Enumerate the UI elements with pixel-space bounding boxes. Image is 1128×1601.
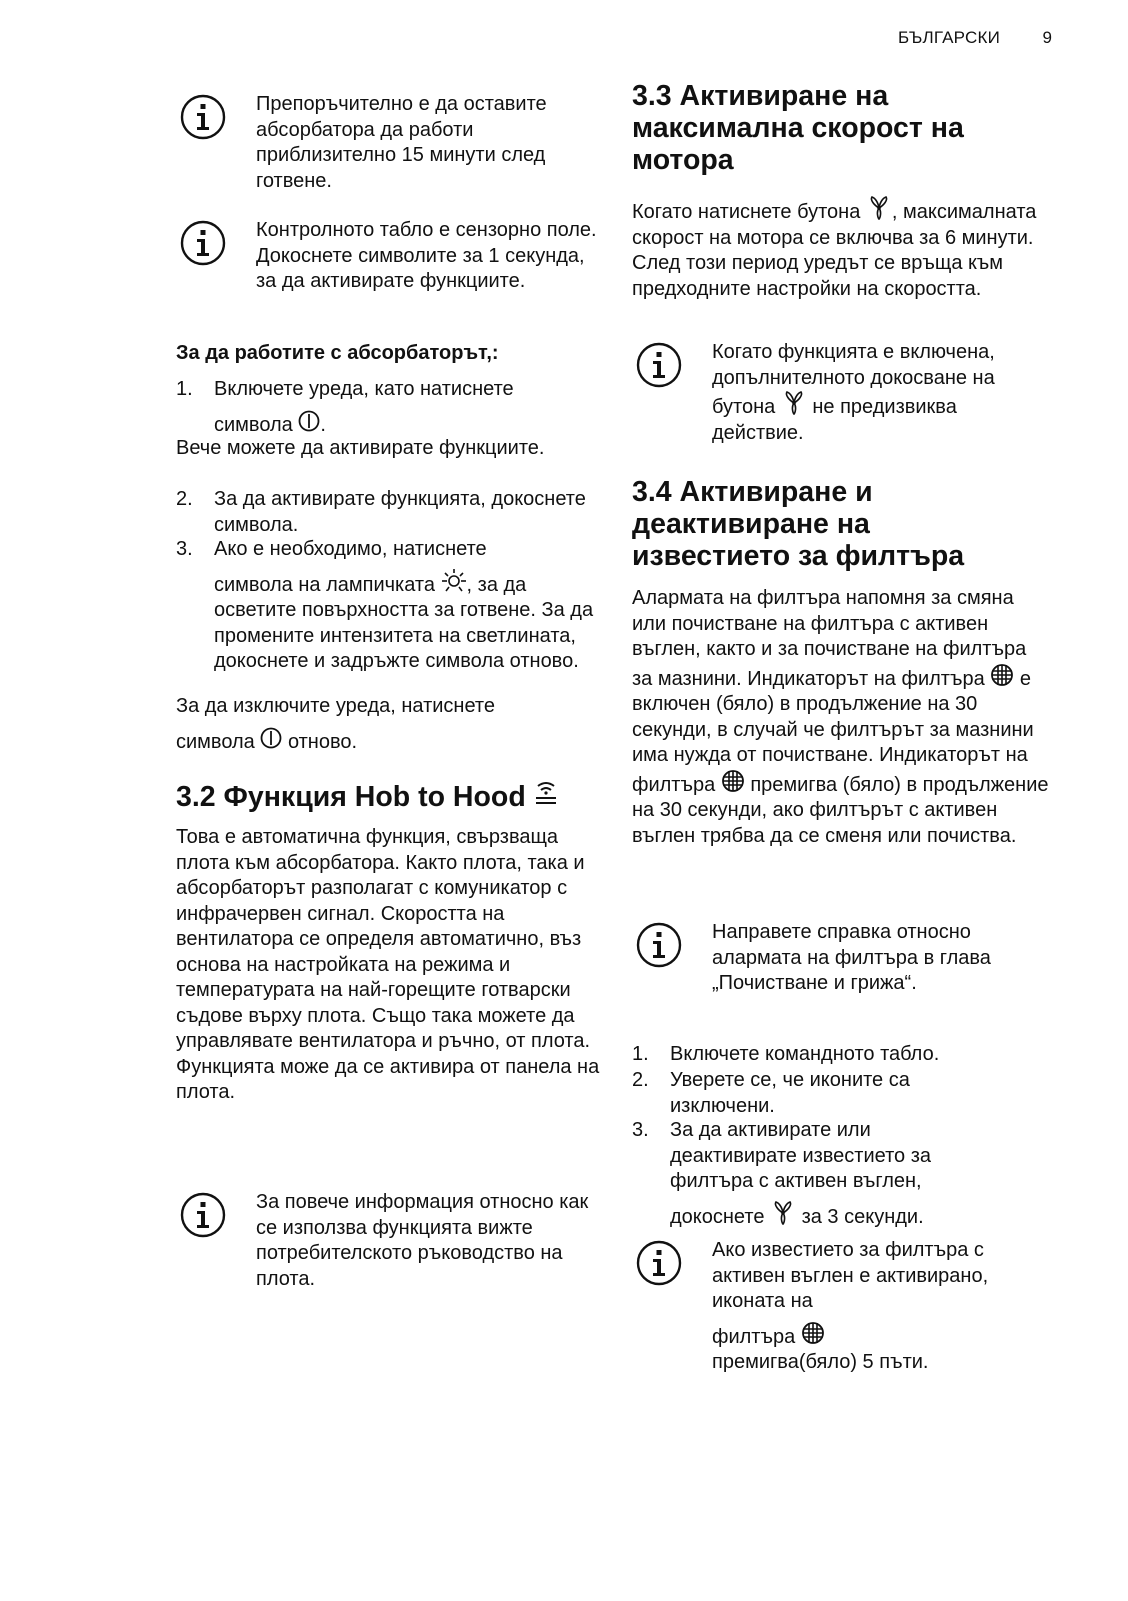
paragraph-text: За да изключите уреда, натиснете	[176, 695, 495, 717]
note-text: Препоръчително е да оставите абсорбатора да работи приблизително 15 минути след готвене.	[256, 93, 547, 192]
info-icon	[636, 922, 682, 968]
info-icon	[180, 1192, 226, 1238]
list-number: 3.	[176, 538, 193, 560]
step-text: докоснете	[670, 1205, 765, 1228]
filter-icon	[990, 663, 1014, 687]
paragraph-text: Алармата на филтъра напомня за смяна или почистване на филтъра с активен въглен, както и за почистване на филтъра за мазнини. Индикаторът	[632, 587, 1027, 690]
step-text: , за да осветите повърхността за готвене. За да промените интензитета на светлината, докоснете и задръжте символа отново.	[214, 573, 594, 672]
info-icon	[180, 220, 226, 266]
note-text: Ако известието за филтъра с активен въглен е активирано, иконата на	[712, 1239, 989, 1312]
note-text: Когато функцията е включена, допълнителното докосване на бутона	[712, 341, 995, 418]
power-icon	[260, 726, 282, 750]
info-icon	[636, 342, 682, 388]
section-title: 3.3 Активиране на максимална скорост на мотора	[632, 80, 964, 176]
paragraph-text: Когато натиснете бутона	[632, 201, 861, 223]
fan-icon	[781, 391, 807, 415]
power-icon	[298, 409, 320, 433]
info-icon	[636, 1240, 682, 1286]
page-number: 9	[1042, 28, 1052, 47]
paragraph: Това е автоматична функция, свързваща плота към абсорбатора. Както плота, така и абсорбаторът разполагат с комуникатор с инфрачервен сигнал. Скоростта на вентилатора се определя автоматично, въз основа на настройката на режима и температурата на най-горещите готварски съдове върху плота. Също така можете да управлявате вентилатора и ръчно, от плота. Функцията може да се активира от панела на плота.	[176, 826, 600, 1103]
note-text: премигва(бяло) 5 пъти.	[712, 1351, 929, 1373]
page-header	[0, 28, 1128, 52]
paragraph	[632, 196, 1052, 302]
list-number: 1.	[632, 1043, 649, 1065]
subheading: За да работите с абсорбаторът,:	[176, 342, 499, 364]
step-text: За да активирате функцията, докоснете символа.	[214, 488, 586, 536]
section-title	[176, 778, 616, 813]
step-text: символа	[214, 413, 293, 436]
note-text: За повече информация относно как се използва функцията вижте потребителското ръководство на плота.	[256, 1191, 589, 1290]
filter-icon	[801, 1321, 825, 1345]
section-title: 3.4 Активиране и деактивиране на известието за филтъра	[632, 476, 965, 572]
hob-to-hood-icon	[534, 778, 558, 808]
step-text: символа на лампичката	[214, 573, 435, 596]
language-label: БЪЛГАРСКИ	[898, 28, 1000, 47]
fan-icon	[770, 1201, 796, 1225]
paragraph	[176, 694, 606, 755]
paragraph-text: е включен (бяло) в продължение на 30 секунди, в случай че филтърът за мазнини има нужда от почистване. Индикаторът на филтъра	[632, 667, 1034, 796]
paragraph-text: премигва (бяло) в продължение на 30 секунди, ако филтърът с активен въглен трябва да се сменя или почиства.	[632, 773, 1049, 847]
list-number: 1.	[176, 378, 193, 400]
list-number: 2.	[176, 488, 193, 510]
step-text: За да активирате или деактивирате известието за филтъра с активен въглен,	[670, 1119, 932, 1192]
paragraph-text: символа	[176, 730, 255, 753]
list-number: 2.	[632, 1069, 649, 1091]
paragraph-text: отново.	[287, 730, 358, 753]
info-icon	[180, 94, 226, 140]
paragraph-text: на филтъра	[873, 667, 985, 690]
fan-icon	[866, 196, 892, 220]
lamp-icon	[441, 569, 467, 593]
list-number: 3.	[632, 1119, 649, 1141]
step-text: Уверете се, че иконите са изключени.	[670, 1069, 910, 1117]
note-text: Контролното табло е сензорно поле. Докоснете символите за 1 секунда, за да активирате функциите.	[256, 219, 597, 292]
paragraph	[632, 586, 1052, 849]
step-text: за 3 секунди.	[801, 1205, 924, 1228]
paragraph: Вече можете да активирате функциите.	[176, 437, 545, 459]
step-text: Включете уреда, като натиснете	[214, 378, 514, 400]
note-text: не предизвиква действие.	[712, 396, 957, 444]
filter-icon	[721, 769, 745, 793]
note-text: Направете справка относно алармата на филтъра в глава „Почистване и грижа“.	[712, 921, 991, 994]
step-text: .	[320, 413, 326, 436]
paragraph-text: , максималната скорост на мотора се включва за 6 минути. След този период уредът се връща към предходните настройки на скоростта.	[632, 201, 1037, 300]
step-text: Ако е необходимо, натиснете	[214, 538, 487, 560]
step-text: Включете командното табло.	[670, 1043, 940, 1065]
section-title-text: 3.2 Функция Hob to Hood	[176, 781, 526, 813]
note-text: филтъра	[712, 1325, 796, 1348]
